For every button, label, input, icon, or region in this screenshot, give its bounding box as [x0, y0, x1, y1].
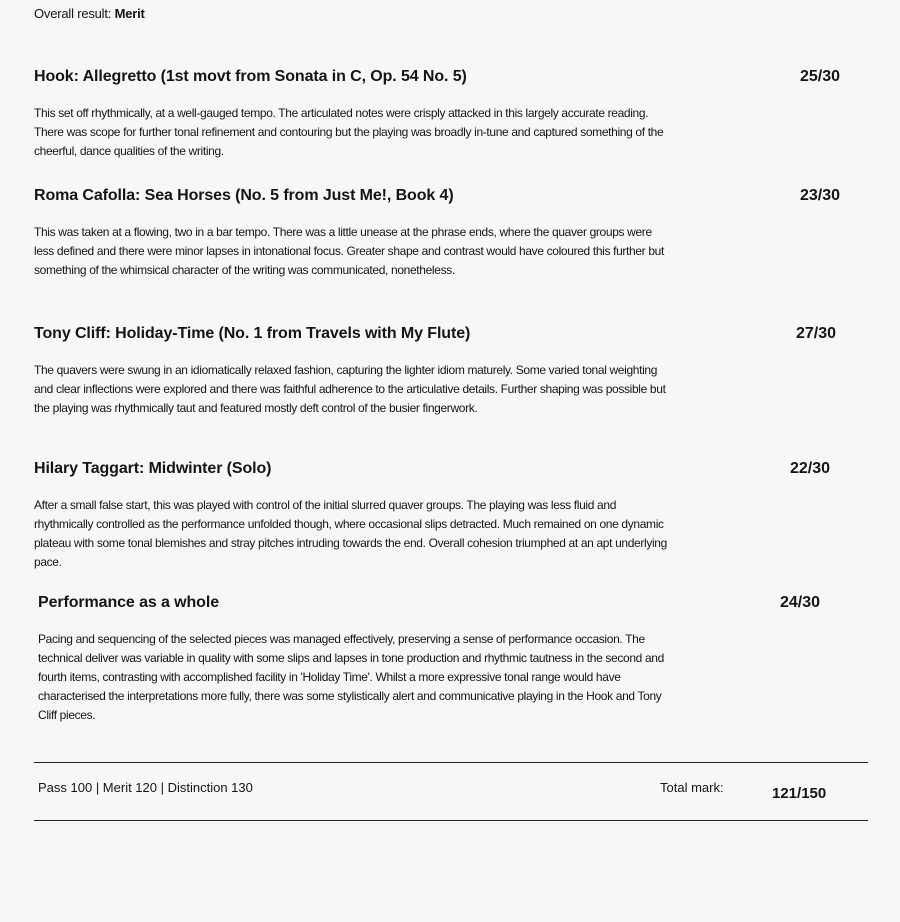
- piece-4: [34, 460, 864, 572]
- total-mark-value: 121/150: [772, 785, 827, 802]
- total-mark-label: Total mark:: [660, 780, 724, 795]
- piece-comment: The quavers were swung in an idiomatically relaxed fashion, capturing the lighter idiom maturely. Some varied tonal weighting and clear inflections were explored and there was faithful adherence to the articulative details. Further shaping was possible but the playing was rhythmically taut and featured mostly deft control of the busier fingerwork.: [34, 363, 666, 415]
- overall-result-value: Merit: [114, 6, 145, 21]
- piece-mark: 25/30: [800, 68, 841, 85]
- piece-title: Roma Cafolla: Sea Horses (No. 5 from Just Me!, Book 4): [34, 187, 454, 204]
- piece-mark: 23/30: [800, 187, 841, 204]
- overall-result: [34, 6, 145, 21]
- grade-thresholds: Pass 100 | Merit 120 | Distinction 130: [38, 780, 253, 795]
- divider-top: [34, 762, 868, 763]
- piece-3: [34, 325, 864, 418]
- piece-title: Performance as a whole: [38, 594, 219, 611]
- piece-2: [34, 187, 864, 280]
- piece-mark: 27/30: [796, 325, 837, 342]
- piece-5: [38, 594, 868, 725]
- divider-bottom: [34, 820, 868, 821]
- piece-mark: 24/30: [780, 594, 821, 611]
- piece-title: Tony Cliff: Holiday-Time (No. 1 from Travels with My Flute): [34, 325, 471, 342]
- piece-comment: This set off rhythmically, at a well-gauged tempo. The articulated notes were crisply attacked in this largely accurate reading. There was scope for further tonal refinement and contouring but the playing was broadly in-tune and captured something of the cheerful, dance qualities of the writing.: [34, 106, 664, 158]
- piece-title: Hilary Taggart: Midwinter (Solo): [34, 460, 272, 477]
- overall-result-label: Overall result:: [34, 6, 112, 21]
- piece-comment: After a small false start, this was played with control of the initial slurred quaver groups. The playing was less fluid and rhythmically controlled as the performance unfolded though, where occasional slips detracted. Much remained on one dynamic plateau with some tonal blemishes and stray pitches intruding towards the end. Overall cohesion triumphed at an apt underlying pace.: [34, 498, 667, 569]
- piece-comment: This was taken at a flowing, two in a bar tempo. There was a little unease at the phrase ends, where the quaver groups were less defined and there were minor lapses in intonational focus. Greater shape and contrast would have coloured this further but something of the whimsical character of the writing was communicated, nonetheless.: [34, 225, 664, 277]
- piece-mark: 22/30: [790, 460, 831, 477]
- piece-title: Hook: Allegretto (1st movt from Sonata in C, Op. 54 No. 5): [34, 68, 467, 85]
- piece-1: [34, 68, 864, 161]
- piece-comment: Pacing and sequencing of the selected pieces was managed effectively, preserving a sense of performance occasion. The technical deliver was variable in quality with some slips and lapses in tone production and rhythmic tautness in the second and fourth items, contrasting with accomplished facility in 'Holiday Time'. Whilst a more expressive tonal range would have characterised the interpretations more fully, there was some stylistically alert and communicative playing in the Hook and Tony Cliff pieces.: [38, 632, 664, 722]
